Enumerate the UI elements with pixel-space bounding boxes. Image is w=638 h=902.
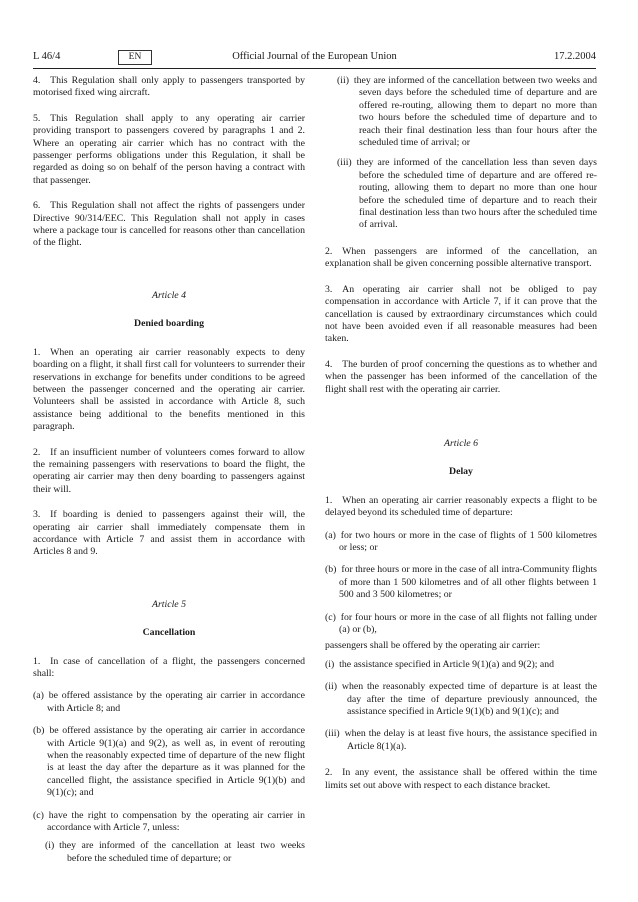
list-item: (b) for three hours or more in the case of all intra-Community flights of more than 1 500 kilometres and of all other flights between 1 500 and 3 500 kilometres; or <box>325 564 597 601</box>
sub-list-item: (i) they are informed of the cancellation at least two weeks before the scheduled time of departure; or <box>45 840 305 864</box>
paragraph: 1. When an operating air carrier reasonably expects a flight to be delayed beyond its scheduled time of departure: <box>325 494 597 519</box>
language-badge: EN <box>118 50 152 65</box>
paragraph: 1. When an operating air carrier reasonably expects to deny boarding on a flight, it shall first call for volunteers to surrender their reservations in exchange for benefits under conditions to be agreed between the passenger concerned and the operating air carrier. Volunteers shall be assisted in accordance with Article 8, such assistance being additional to the benefits mentioned in this paragraph. <box>33 346 305 433</box>
paragraph: 2. When passengers are informed of the cancellation, an explanation shall be given concerning possible alternative transport. <box>325 245 597 270</box>
list-item: (c) for four hours or more in the case of all flights not falling under (a) or (b), <box>325 611 597 635</box>
journal-title: Official Journal of the European Union <box>232 51 397 62</box>
paragraph: 2. If an insufficient number of volunteers comes forward to allow the remaining passengers with reservations to board the flight, the operating air carrier may then deny boarding to passengers against their will. <box>33 446 305 495</box>
header-rule <box>33 68 596 69</box>
right-column <box>325 75 597 805</box>
left-column <box>33 75 305 873</box>
paragraph: 1. In case of cancellation of a flight, the passengers concerned shall: <box>33 655 305 679</box>
page-reference: L 46/4 <box>33 51 61 62</box>
paragraph: 4. The burden of proof concerning the questions as to whether and when the passenger has been informed of the cancellation of the flight shall rest with the operating air carrier. <box>325 358 597 395</box>
list-item: (a) for two hours or more in the case of flights of 1 500 kilometres or less; or <box>325 529 597 553</box>
list-item: (c) have the right to compensation by the operating air carrier in accordance with Article 7, unless: <box>33 809 305 834</box>
article-title: Cancellation <box>142 627 196 639</box>
sub-list-item: (iii) they are informed of the cancellation less than seven days before the scheduled time of departure and are offered re-routing, allowing them to depart no more than one hour before the scheduled time of departure and to reach their final destination less than two hours after the scheduled time of arrival. <box>337 157 597 231</box>
sub-list-item: (iii) when the delay is at least five hours, the assistance specified in Article 8(1)(a). <box>325 728 597 752</box>
paragraph: 4. This Regulation shall only apply to passengers transported by motorised fixed wing aircraft. <box>33 75 305 99</box>
list-item: (b) be offered assistance by the operating air carrier in accordance with Article 9(1)(a) and 9(2), as well as, in event of rerouting when the reasonably expected time of departure of the new flight is at least the day after the departure as it was planned for the cancelled flight, the assistance specified in Article 9(1)(b) and 9(1)(c); and <box>33 725 305 799</box>
sub-list-item: (ii) they are informed of the cancellation between two weeks and seven days before the scheduled time of departure and are offered re-routing, allowing them to depart no more than two hours before the scheduled time of departure and to reach their final destination less than four hours after the scheduled time of arrival; or <box>337 75 597 149</box>
publication-date: 17.2.2004 <box>554 51 596 62</box>
article-heading: Article 6 <box>443 437 478 449</box>
paragraph: 2. In any event, the assistance shall be offered within the time limits set out above with respect to each distance bracket. <box>325 767 597 791</box>
paragraph: 6. This Regulation shall not affect the rights of passengers under Directive 90/314/EEC. This Regulation shall not apply in cases where a package tour is cancelled for reasons other than cancellation of the flight. <box>33 200 305 249</box>
page-header <box>33 50 596 66</box>
paragraph: passengers shall be offered by the operating air carrier: <box>325 640 541 652</box>
sub-list-item: (ii) when the reasonably expected time of departure is at least the day after the time of departure previously announced, the assistance specified in Article 9(1)(b) and 9(1)(c); and <box>325 681 597 718</box>
paragraph: 5. This Regulation shall apply to any operating air carrier providing transport to passengers covered by paragraphs 1 and 2. Where an operating air carrier which has no contract with the passenger performs obligations under this Regulation, it shall be regarded as doing so on behalf of the person having a contract with that passenger. <box>33 112 305 186</box>
list-item: (a) be offered assistance by the operating air carrier in accordance with Article 8; and <box>33 690 305 714</box>
article-heading: Article 4 <box>151 289 186 301</box>
article-title: Delay <box>449 466 473 478</box>
article-heading: Article 5 <box>151 598 186 610</box>
sub-list-item: (i) the assistance specified in Article 9(1)(a) and 9(2); and <box>325 658 555 670</box>
paragraph: 3. An operating air carrier shall not be obliged to pay compensation in accordance with Article 7, if it can prove that the cancellation is caused by extraordinary circumstances which could not have been avoided even if all reasonable measures had been taken. <box>325 283 597 345</box>
paragraph: 3. If boarding is denied to passengers against their will, the operating air carrier shall immediately compensate them in accordance with Article 7 and assist them in accordance with Articles 8 and 9. <box>33 509 305 558</box>
article-title: Denied boarding <box>134 318 204 330</box>
